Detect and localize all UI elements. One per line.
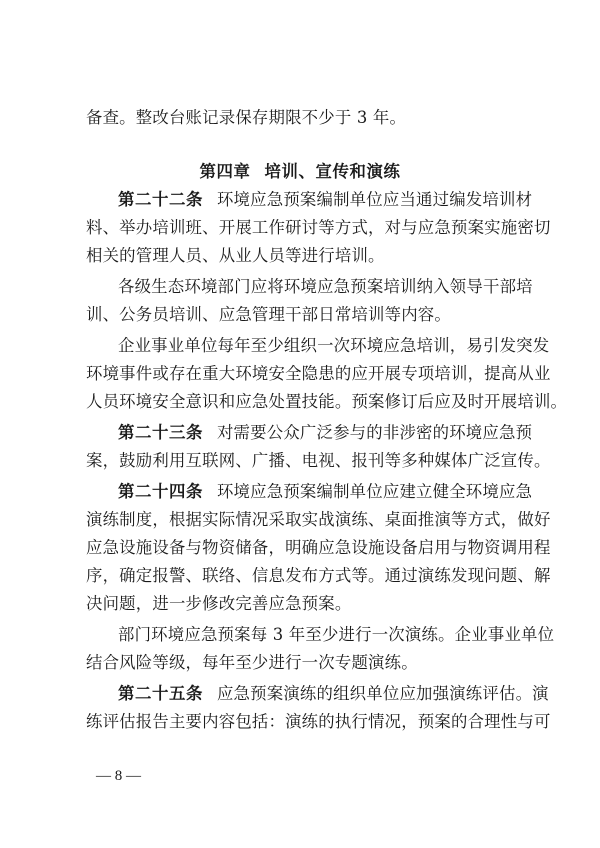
article-22-text-1: 环境应急预案编制单位应当通过编发培训材: [216, 190, 533, 209]
article-23-line-2: 案，鼓励利用互联网、广播、电视、报刊等多种媒体广泛宣传。: [86, 451, 551, 470]
para-enterprise-line-3: 人员环境安全意识和应急处置技能。预案修订后应及时开展培训。: [86, 392, 568, 411]
article-24-line-1: [118, 482, 533, 502]
chapter-title: 培训、宣传和演练: [264, 162, 401, 181]
article-24-line-2: 演练制度，根据实际情况采取实战演练、桌面推演等方式，做好: [86, 510, 551, 529]
article-22-line-3: 相关的管理人员、从业人员等进行培训。: [86, 246, 385, 265]
article-24-line-5: 决问题，进一步修改完善应急预案。: [86, 594, 352, 613]
article-25-label: 第二十五条: [118, 684, 203, 703]
article-24-line-4: 序，确定报警、联络、信息发布方式等。通过演练发现问题、解: [86, 566, 551, 585]
article-24-text-1: 环境应急预案编制单位应建立健全环境应急: [216, 482, 533, 501]
para-eco-line-2: 训、公务员培训、应急管理干部日常培训等内容。: [86, 305, 451, 324]
chapter-number: 第四章: [199, 162, 251, 181]
article-23-label: 第二十三条: [118, 423, 203, 442]
para-eco-line-1: 各级生态环境部门应将环境应急预案培训纳入领导干部培: [118, 277, 533, 296]
chapter-heading: [0, 162, 600, 182]
article-22-line-1: [118, 190, 533, 210]
para-drill-line-1: 部门环境应急预案每 3 年至少进行一次演练。企业事业单位: [118, 625, 555, 644]
article-25-text-1: 应急预案演练的组织单位应加强演练评估。演: [216, 684, 549, 703]
article-25-line-1: [118, 684, 549, 704]
article-23-line-1: [118, 423, 533, 443]
article-24-line-3: 应急设施设备与物资储备，明确应急设施设备启用与物资调用程: [86, 538, 551, 557]
article-25-line-2: 练评估报告主要内容包括：演练的执行情况，预案的合理性与可: [86, 712, 551, 731]
para-enterprise-line-1: 企业事业单位每年至少组织一次环境应急培训，易引发突发: [118, 336, 550, 355]
para-drill-line-2: 结合风险等级，每年至少进行一次专题演练。: [86, 653, 418, 672]
article-22-line-2: 料、举办培训班、开展工作研讨等方式，对与应急预案实施密切: [86, 218, 551, 237]
carryover-line: 备查。整改台账记录保存期限不少于 3 年。: [86, 108, 407, 127]
para-enterprise-line-2: 环境事件或存在重大环境安全隐患的应开展专项培训，提高从业: [86, 364, 551, 383]
page-number: — 8 —: [96, 768, 141, 784]
article-23-text-1: 对需要公众广泛参与的非涉密的环境应急预: [216, 423, 533, 442]
article-24-label: 第二十四条: [118, 482, 203, 501]
article-22-label: 第二十二条: [118, 190, 203, 209]
